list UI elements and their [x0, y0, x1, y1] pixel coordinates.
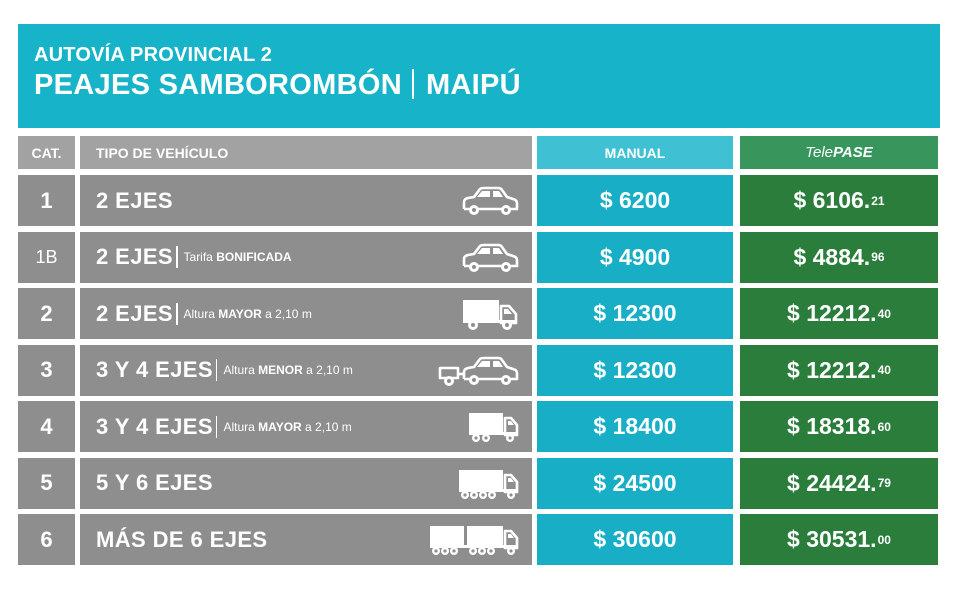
- telepase-price-decimals: 79: [877, 476, 891, 490]
- note-separator: [176, 303, 178, 325]
- table-row: [0, 514, 960, 565]
- telepase-price-int: $ 6106.: [793, 187, 871, 213]
- telepase-price-cell: [740, 401, 938, 452]
- vehicle-note: [184, 307, 312, 321]
- note-suffix: a 2,10 m: [261, 306, 312, 321]
- note-emphasis: MENOR: [258, 363, 303, 377]
- note-separator: [216, 416, 218, 438]
- telepase-price-decimals: 40: [877, 363, 891, 377]
- car-icon: [460, 241, 520, 275]
- vehicle-cell: [80, 232, 532, 283]
- vehicle-type: 3 Y 4 EJES: [96, 357, 213, 382]
- vehicle-cell: [80, 514, 532, 565]
- note-separator: [176, 246, 178, 268]
- car-icon: [460, 184, 520, 218]
- telepase-price-cell: [740, 175, 938, 226]
- telepase-logo-a: Tele: [805, 144, 834, 161]
- category-cell: 4: [18, 401, 75, 452]
- manual-price-cell: $ 6200: [537, 175, 733, 226]
- category-cell: 3: [18, 345, 75, 396]
- telepase-price-cell: [740, 232, 938, 283]
- note-emphasis: MAYOR: [218, 306, 262, 321]
- manual-price-cell: $ 4900: [537, 232, 733, 283]
- telepase-price-cell: [740, 458, 938, 509]
- page-title: [34, 69, 940, 102]
- telepase-price-int: $ 18318.: [787, 413, 877, 439]
- note-emphasis: BONIFICADA: [216, 250, 292, 264]
- title-separator: [412, 69, 414, 99]
- category-cell: 5: [18, 458, 75, 509]
- column-header-tipo: TIPO DE VEHÍCULO: [80, 136, 532, 169]
- category-cell: 1: [18, 175, 75, 226]
- truck-5axle-icon: [456, 467, 520, 501]
- telepase-price-decimals: 00: [877, 532, 891, 547]
- table-row: [0, 401, 960, 452]
- table-row: [0, 345, 960, 396]
- table-row: [0, 232, 960, 283]
- truck-icon: [460, 297, 520, 331]
- vehicle-note: [184, 250, 292, 264]
- vehicle-type: 2 EJES: [96, 300, 174, 326]
- telepase-price-decimals: 96: [871, 250, 885, 264]
- title-right: MAIPÚ: [425, 69, 521, 101]
- telepase-price-int: $ 24424.: [787, 469, 877, 496]
- note-suffix: a 2,10 m: [302, 363, 353, 377]
- vehicle-type: 2 EJES: [96, 187, 174, 213]
- category-cell: 6: [18, 514, 75, 565]
- note-prefix: Altura: [223, 363, 259, 377]
- telepase-price-cell: [740, 345, 938, 396]
- truck-3axle-icon: [466, 410, 520, 444]
- telepase-price-decimals: 40: [877, 306, 891, 321]
- manual-price-cell: $ 18400: [537, 401, 733, 452]
- vehicle-type: 2 EJES: [96, 244, 174, 269]
- title-left: PEAJES SAMBOROMBÓN: [34, 69, 402, 101]
- vehicle-type: 3 Y 4 EJES: [96, 413, 213, 439]
- column-header-cat: CAT.: [18, 136, 75, 169]
- telepase-price-int: $ 4884.: [793, 243, 871, 270]
- note-prefix: Altura: [223, 419, 259, 434]
- telepase-price-int: $ 30531.: [787, 526, 877, 552]
- telepase-price-int: $ 12212.: [787, 300, 877, 326]
- manual-price-cell: $ 12300: [537, 345, 733, 396]
- manual-price-cell: $ 12300: [537, 288, 733, 339]
- vehicle-type: MÁS DE 6 EJES: [96, 526, 268, 552]
- table-row: [0, 458, 960, 509]
- category-cell: 1B: [18, 232, 75, 283]
- telepase-logo-b: PASE: [833, 144, 873, 161]
- note-prefix: Altura: [183, 306, 219, 321]
- table-row: [0, 288, 960, 339]
- telepase-price-int: $ 12212.: [787, 356, 877, 383]
- column-header-manual: MANUAL: [537, 136, 733, 169]
- category-cell: 2: [18, 288, 75, 339]
- page-subtitle: AUTOVÍA PROVINCIAL 2: [34, 44, 273, 66]
- note-separator: [216, 359, 218, 381]
- manual-price-cell: $ 24500: [537, 458, 733, 509]
- vehicle-cell: [80, 288, 532, 339]
- note-emphasis: MAYOR: [258, 419, 302, 434]
- telepase-price-decimals: 60: [877, 419, 891, 434]
- vehicle-cell: [80, 401, 532, 452]
- telepase-price-decimals: 21: [871, 193, 885, 208]
- table-row: [0, 175, 960, 226]
- manual-price-cell: $ 30600: [537, 514, 733, 565]
- truck-7axle-icon: [428, 523, 520, 557]
- vehicle-note: [223, 420, 351, 434]
- vehicle-note: [223, 363, 352, 377]
- telepase-price-cell: [740, 514, 938, 565]
- vehicle-cell: [80, 345, 532, 396]
- title-banner: [18, 24, 940, 128]
- vehicle-cell: [80, 175, 532, 226]
- telepase-price-cell: [740, 288, 938, 339]
- column-header-telepase: [740, 136, 938, 169]
- vehicle-type: 5 Y 6 EJES: [96, 470, 213, 495]
- note-prefix: Tarifa: [183, 250, 217, 264]
- car-trailer-icon: [438, 354, 520, 388]
- vehicle-cell: [80, 458, 532, 509]
- note-suffix: a 2,10 m: [301, 419, 352, 434]
